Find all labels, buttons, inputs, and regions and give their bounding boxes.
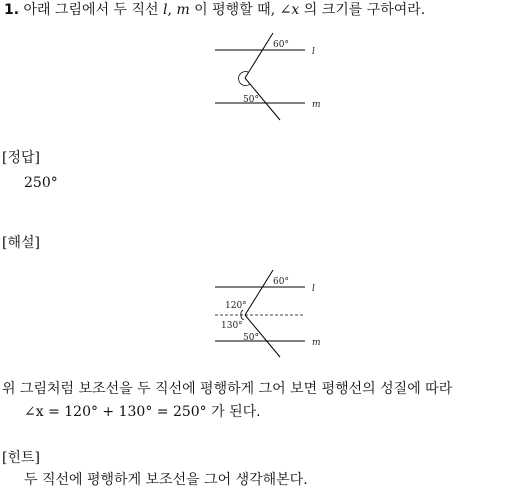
angle-130-label: 130° (221, 321, 243, 331)
angle-50-label: 50° (243, 95, 259, 105)
line-m-label: m (176, 2, 190, 18)
question-text-2: 이 평행할 때, (194, 2, 276, 18)
solution-heading: [해설] (2, 235, 40, 251)
line-l-label: l (163, 2, 168, 18)
transversal-upper (245, 270, 273, 315)
answer-value: 250° (24, 175, 58, 191)
comma: , (167, 2, 172, 18)
line-m-tag: m (312, 338, 321, 348)
angle-60-label: 60° (273, 40, 289, 50)
solution-figure (205, 265, 335, 360)
angle-arc-lower (241, 315, 244, 320)
question-line (4, 2, 425, 18)
angle-120-label: 120° (225, 301, 247, 311)
hint-heading: [힌트] (2, 450, 40, 466)
hint-text: 두 직선에 평행하게 보조선을 그어 생각해본다. (24, 472, 308, 488)
angle-x-label: ∠x (279, 2, 300, 18)
transversal-upper (245, 33, 273, 78)
line-m-tag: m (312, 100, 321, 110)
solution-tail: 가 된다. (211, 404, 261, 420)
line-l-tag: l (312, 284, 315, 294)
solution-text-1: 위 그림처럼 보조선을 두 직선에 평행하게 그어 보면 평행선의 성질에 따라 (2, 381, 453, 397)
answer-heading: [정답] (2, 150, 40, 166)
question-text-1: 아래 그림에서 두 직선 (23, 2, 159, 18)
solution-expression: ∠x = 120° + 130° = 250° (24, 404, 207, 420)
line-l-tag: l (312, 47, 315, 57)
angle-50-label: 50° (243, 333, 259, 343)
question-text-3: 의 크기를 구하여라. (303, 2, 426, 18)
question-number: 1. (4, 2, 20, 18)
angle-60-label: 60° (273, 277, 289, 287)
angle-x-arc (239, 72, 250, 86)
question-figure (205, 28, 335, 123)
solution-text-2 (24, 404, 261, 420)
